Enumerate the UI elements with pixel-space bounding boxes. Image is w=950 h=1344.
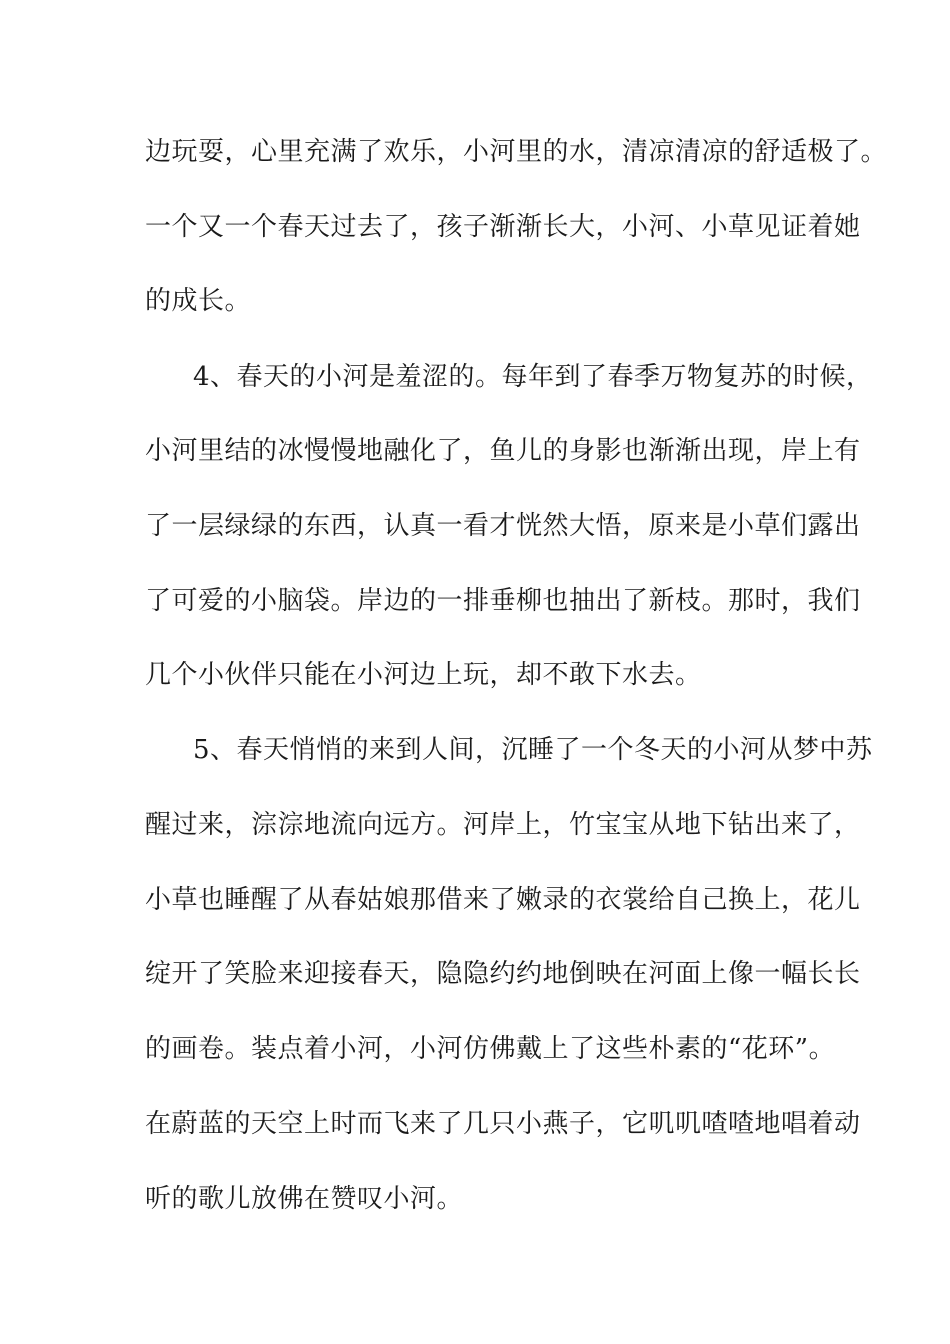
text-line: 边玩耍，心里充满了欢乐，小河里的水，清凉清凉的舒适极了。	[145, 137, 888, 167]
text-line: 绽开了笑脸来迎接春天，隐隐约约地倒映在河面上像一幅长长	[145, 959, 861, 989]
text-line: 在蔚蓝的天空上时而飞来了几只小燕子，它叽叽喳喳地唱着动	[145, 1109, 861, 1139]
text-line: 小草也睡醒了从春姑娘那借来了嫩录的衣裳给自己换上，花儿	[145, 885, 861, 915]
text-line: 的画卷。装点着小河，小河仿佛戴上了这些朴素的“花环”。	[145, 1034, 836, 1064]
text-line: 了一层绿绿的东西，认真一看才恍然大悟，原来是小草们露出	[145, 511, 861, 541]
text-line: 了可爱的小脑袋。岸边的一排垂柳也抽出了新枝。那时，我们	[145, 586, 861, 616]
paragraph-4-start: 4、春天的小河是羞涩的。每年到了春季万物复苏的时候，	[193, 362, 873, 392]
text-line: 几个小伙伴只能在小河边上玩，却不敢下水去。	[145, 660, 702, 690]
text-line: 一个又一个春天过去了，孩子渐渐长大，小河、小草见证着她	[145, 212, 861, 242]
text-line: 醒过来，淙淙地流向远方。河岸上，竹宝宝从地下钻出来了，	[145, 810, 861, 840]
text-line: 听的歌儿放佛在赞叹小河。	[145, 1184, 464, 1214]
text-line: 的成长。	[145, 286, 252, 316]
paragraph-5-start: 5、春天悄悄的来到人间，沉睡了一个冬天的小河从梦中苏	[193, 735, 873, 765]
text-line: 小河里结的冰慢慢地融化了，鱼儿的身影也渐渐出现，岸上有	[145, 436, 861, 466]
